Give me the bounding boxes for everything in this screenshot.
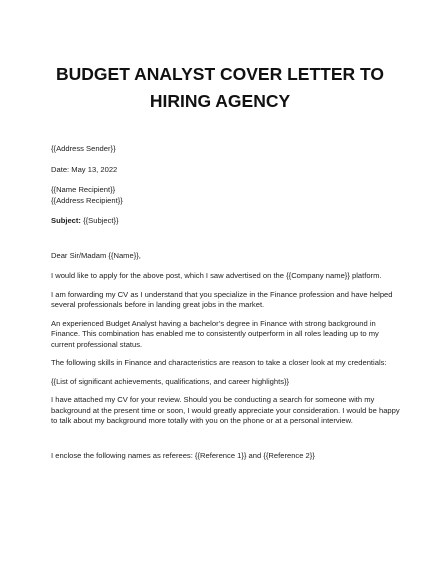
references-line: I enclose the following names as referees: {{Reference 1}} and {{Reference 2}} xyxy=(51,450,315,460)
paragraph-achievements: {{List of significant achievements, qualifications, and career highlights}} xyxy=(51,376,290,386)
name-recipient: {{Name Recipient}} xyxy=(51,185,116,194)
document-title: BUDGET ANALYST COVER LETTER TO HIRING AGENCY xyxy=(56,64,384,111)
paragraph-apply: I would like to apply for the above post, which I saw advertised on the {{Company name}} platform. xyxy=(51,271,382,280)
letter-body xyxy=(51,144,401,461)
salutation: Dear Sir/Madam {{Name}}, xyxy=(51,250,141,260)
paragraph-skills: The following skills in Finance and characteristics are reason to take a closer look at my credentials: xyxy=(51,358,387,367)
address-recipient: {{Address Recipient}} xyxy=(51,195,123,205)
subject-value: {{Subject}} xyxy=(80,216,119,225)
subject-label: Subject: xyxy=(51,216,81,225)
subject-line xyxy=(51,216,401,227)
paragraph-experience: An experienced Budget Analyst having a bachelor’s degree in Finance with strong background in Finance. This combination has enabled me to consistently outperform in all roles leading up to my current professional status. xyxy=(51,318,379,349)
paragraph-cv-forward: I am forwarding my CV as I understand that you specialize in the Finance profession and have helped several professionals before in landing great jobs in the market. xyxy=(51,289,393,309)
address-sender: {{Address Sender}} xyxy=(51,144,116,153)
letter-date: Date: May 13, 2022 xyxy=(51,164,118,174)
paragraph-attached-cv: I have attached my CV for your review. Should you be conducting a search for someone with my background at the present time or soon, I would greatly appreciate your consideration. I would be happy to talk about my background more totally with you on the phone or at a personal interview. xyxy=(51,395,400,425)
